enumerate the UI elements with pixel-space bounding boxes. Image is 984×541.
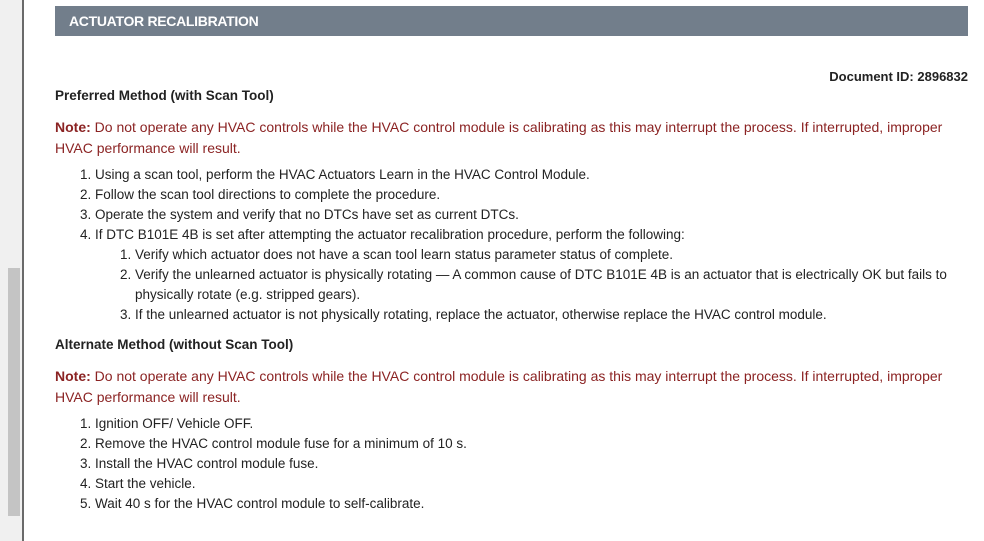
- note-label: Note:: [55, 119, 91, 135]
- alternate-steps-list: [55, 414, 984, 514]
- note-label: Note:: [55, 368, 91, 384]
- note-text: Do not operate any HVAC controls while the HVAC control module is calibrating as this may interrupt the process. If interrupted, improper HVAC performance will result.: [55, 368, 943, 405]
- list-item: 1. Ignition OFF/ Vehicle OFF.: [95, 414, 984, 434]
- list-item: 5. Wait 40 s for the HVAC control module to self-calibrate.: [95, 494, 984, 514]
- section-header-bar: [55, 6, 968, 36]
- sub-list-item: 1. Verify which actuator does not have a scan tool learn status parameter status of complete.: [135, 245, 984, 265]
- scrollbar-thumb[interactable]: [8, 268, 20, 516]
- sub-list-item: 3. If the unlearned actuator is not physically rotating, replace the actuator, otherwise replace the HVAC control module.: [135, 305, 984, 325]
- list-item-text: If DTC B101E 4B is set after attempting the actuator recalibration procedure, perform the following:: [95, 227, 685, 242]
- section-title: ACTUATOR RECALIBRATION: [69, 13, 259, 29]
- list-item: 3. Operate the system and verify that no DTCs have set as current DTCs.: [95, 205, 984, 225]
- list-item: 4. Start the vehicle.: [95, 474, 984, 494]
- list-item: 1. Using a scan tool, perform the HVAC Actuators Learn in the HVAC Control Module.: [95, 165, 984, 185]
- panel-divider: [22, 0, 24, 541]
- list-item: [95, 225, 984, 325]
- note-text: Do not operate any HVAC controls while the HVAC control module is calibrating as this may interrupt the process. If interrupted, improper HVAC performance will result.: [55, 119, 943, 156]
- preferred-note: [55, 117, 960, 159]
- document-id: Document ID: 2896832: [829, 69, 968, 84]
- sub-list-item: 2. Verify the unlearned actuator is physically rotating — A common cause of DTC B101E 4B is an actuator that is electrically OK but fails to physically rotate (e.g. stripped gears).: [135, 265, 984, 305]
- preferred-method-heading: Preferred Method (with Scan Tool): [55, 88, 274, 103]
- preferred-steps-list: [55, 165, 984, 325]
- alternate-method-heading: Alternate Method (without Scan Tool): [55, 337, 294, 352]
- list-item: 2. Remove the HVAC control module fuse for a minimum of 10 s.: [95, 434, 984, 454]
- preferred-sub-steps-list: [95, 245, 984, 325]
- list-item: 3. Install the HVAC control module fuse.: [95, 454, 984, 474]
- alternate-note: [55, 366, 960, 408]
- list-item: 2. Follow the scan tool directions to complete the procedure.: [95, 185, 984, 205]
- document-content: [55, 6, 968, 511]
